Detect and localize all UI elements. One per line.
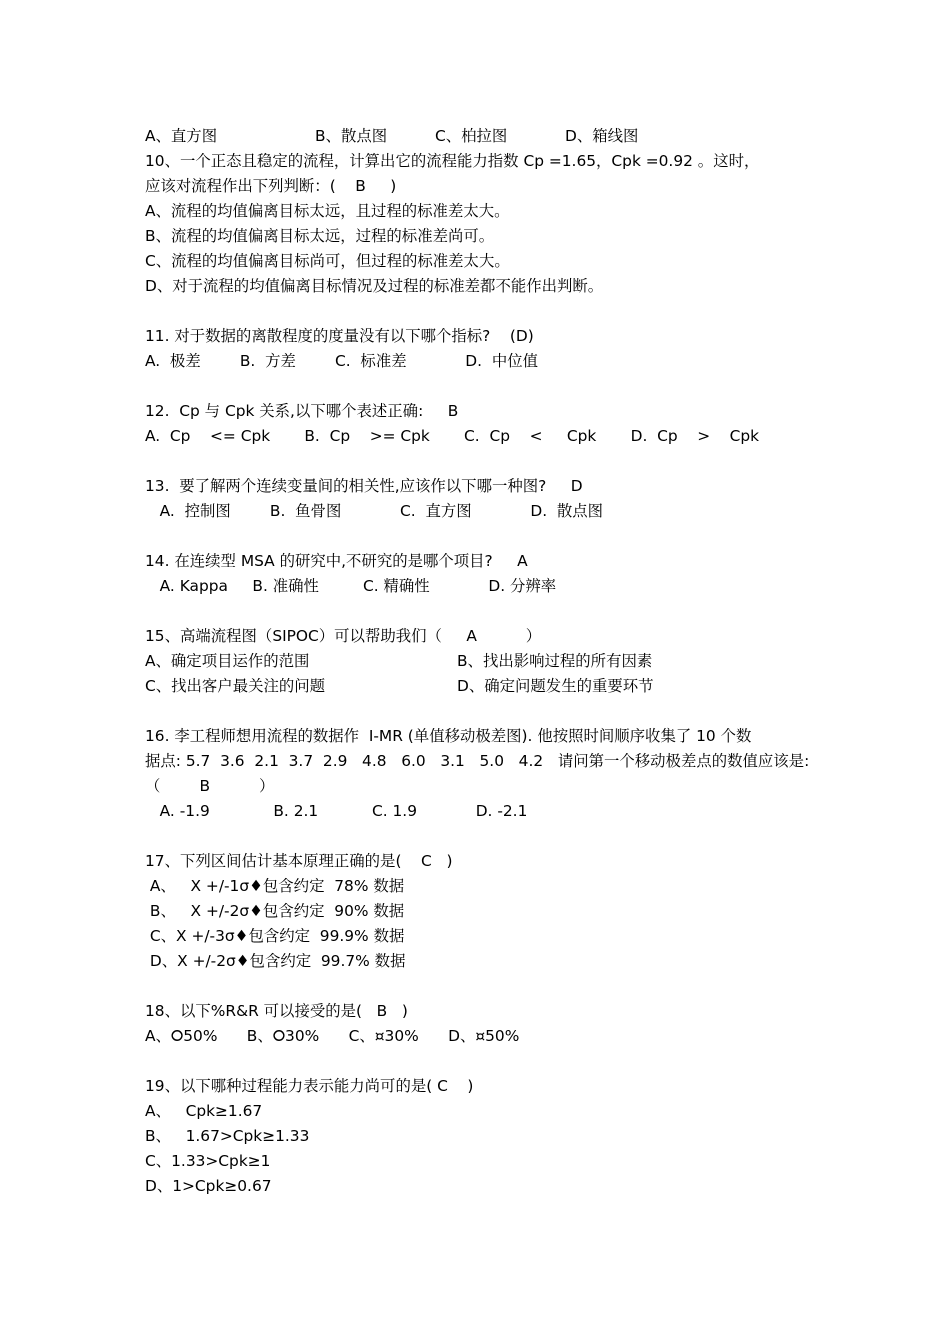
document-body bbox=[145, 124, 825, 1199]
text-line: 据点: 5.7 3.6 2.1 3.7 2.9 4.8 6.0 3.1 5.0 4.2 请问第一个移动极差点的数值应该是: bbox=[145, 752, 810, 770]
text-line: 16. 李工程师想用流程的数据作 I-MR (单值移动极差图). 他按照时间顺序收集了 10 个数 bbox=[145, 727, 752, 745]
text-line: 10、一个正态且稳定的流程，计算出它的流程能力指数 Cp =1.65，Cpk =0.92 。这时， bbox=[145, 152, 760, 170]
blank-line bbox=[145, 824, 825, 849]
text-line: 17、下列区间估计基本原理正确的是( C ) bbox=[145, 852, 453, 870]
text-line: 11. 对于数据的离散程度的度量没有以下哪个指标? (D) bbox=[145, 327, 534, 345]
text-line: 13. 要了解两个连续变量间的相关性,应该作以下哪一种图? D bbox=[145, 477, 583, 495]
blank-line bbox=[145, 524, 825, 549]
text-line: D、对于流程的均值偏离目标情况及过程的标准差都不能作出判断。 bbox=[145, 277, 604, 295]
text-line: A. 控制图 B. 鱼骨图 C. 直方图 D. 散点图 bbox=[145, 502, 604, 520]
text-line: B、 X +/-2σ♦包含约定 90% 数据 bbox=[145, 902, 405, 920]
text-line: A. Kappa B. 准确性 C. 精确性 D. 分辨率 bbox=[145, 577, 557, 595]
text-line bbox=[145, 674, 825, 699]
blank-line bbox=[145, 299, 825, 324]
blank-line bbox=[145, 1049, 825, 1074]
text-line: A、⭘50% B、⭘30% C、¤30% D、¤50% bbox=[145, 1027, 520, 1045]
option-text: C、柏拉图 bbox=[435, 127, 508, 145]
blank-line bbox=[145, 599, 825, 624]
text-line: A、 X +/-1σ♦包含约定 78% 数据 bbox=[145, 877, 405, 895]
text-line: B、 1.67>Cpk≥1.33 bbox=[145, 1127, 310, 1145]
text-line: 18、以下%R&R 可以接受的是( B ) bbox=[145, 1002, 408, 1020]
option-text: B、散点图 bbox=[315, 127, 388, 145]
text-line: B、流程的均值偏离目标太远，过程的标准差尚可。 bbox=[145, 227, 495, 245]
text-line: D、X +/-2σ♦包含约定 99.7% 数据 bbox=[145, 952, 406, 970]
text-line: A. -1.9 B. 2.1 C. 1.9 D. -2.1 bbox=[145, 802, 528, 820]
text-line: A、 Cpk≥1.67 bbox=[145, 1102, 263, 1120]
text-line: A. Cp <= Cpk B. Cp >= Cpk C. Cp < Cpk D. Cp > Cpk bbox=[145, 427, 760, 445]
blank-line bbox=[145, 374, 825, 399]
text-line: C、1.33>Cpk≥1 bbox=[145, 1152, 271, 1170]
option-text: A、确定项目运作的范围 bbox=[145, 652, 310, 670]
text-line: A. 极差 B. 方差 C. 标准差 D. 中位值 bbox=[145, 352, 539, 370]
text-line: 12. Cp 与 Cpk 关系,以下哪个表述正确: B bbox=[145, 402, 459, 420]
option-text: D、箱线图 bbox=[565, 127, 639, 145]
text-line: （ B ） bbox=[145, 777, 275, 795]
text-line: A、流程的均值偏离目标太远，且过程的标准差太大。 bbox=[145, 202, 510, 220]
blank-line bbox=[145, 699, 825, 724]
text-line: 19、以下哪种过程能力表示能力尚可的是( C ) bbox=[145, 1077, 474, 1095]
blank-line bbox=[145, 974, 825, 999]
option-text: D、确定问题发生的重要环节 bbox=[457, 677, 654, 695]
text-line: C、X +/-3σ♦包含约定 99.9% 数据 bbox=[145, 927, 405, 945]
text-line: 应该对流程作出下列判断：( B ) bbox=[145, 177, 397, 195]
text-line: 14. 在连续型 MSA 的研究中,不研究的是哪个项目? A bbox=[145, 552, 528, 570]
text-line: D、1>Cpk≥0.67 bbox=[145, 1177, 272, 1195]
option-text: B、找出影响过程的所有因素 bbox=[457, 652, 653, 670]
text-line: C、流程的均值偏离目标尚可，但过程的标准差太大。 bbox=[145, 252, 510, 270]
text-line: 15、高端流程图（SIPOC）可以帮助我们（ A ） bbox=[145, 627, 542, 645]
option-text: A、直方图 bbox=[145, 127, 218, 145]
option-text: C、找出客户最关注的问题 bbox=[145, 677, 326, 695]
text-line bbox=[145, 649, 825, 674]
text-line bbox=[145, 124, 825, 149]
blank-line bbox=[145, 449, 825, 474]
